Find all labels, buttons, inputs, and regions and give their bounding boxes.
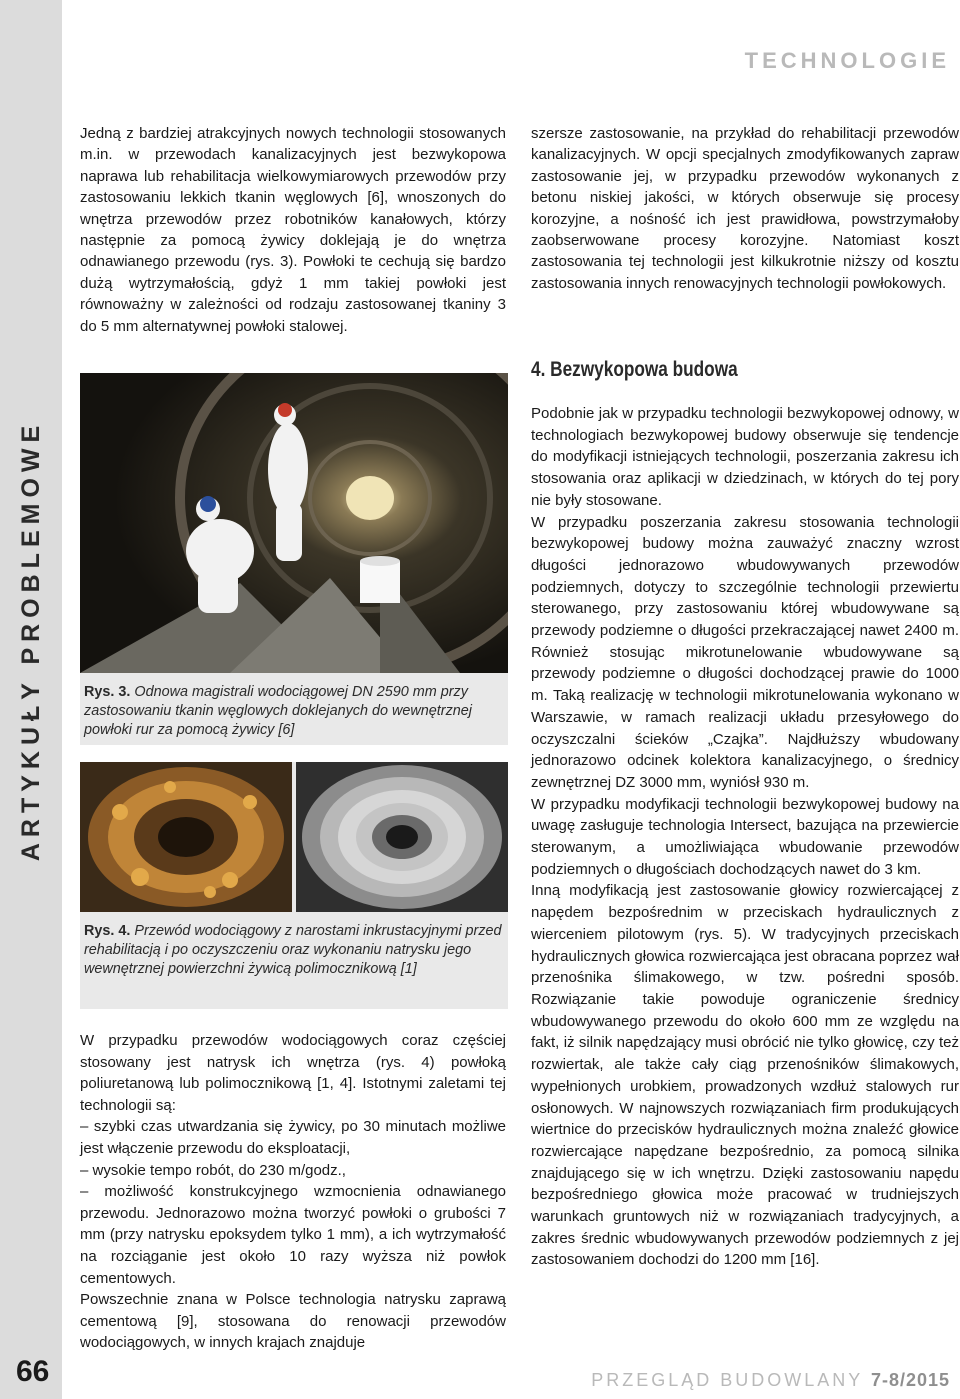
figure-4-label: Rys. 4. — [84, 923, 131, 939]
paragraph: Powszechnie znana w Polsce technologia natrysku zaprawą cementową [9], stosowana do renowacji przewodów wodociągowych, w innych krajach znajduje — [80, 1291, 506, 1352]
coated-pipe-illustration — [296, 762, 508, 912]
journal-footer — [591, 1370, 950, 1391]
figure-4-photo-before — [80, 762, 292, 912]
paragraph: W przypadku poszerzania zakresu stosowania technologii bezwykopowej budowy można zauważyć znaczny wzrost długości jednorazowo wbudowywanych przewodów podziemnych, dotyczy to szczególnie technologii przewiertu sterowanego, przy zastosowaniu której wbudowywane są przewody podziemne o długości przekraczającej nawet 2400 m. Również stosując mikrotunelowanie wbudowywane są przewody podziemne o długości dochodzącej prawie do 1000 m. Taką realizację w technologii mikrotunelowania wykonano w Warszawie, w ramach realizacji układu przesyłowego do oczyszczalni ścieków „Czajka”. Najdłuższy wbudowany jednorazowo odcinek kolektora kanalizacyjnego, o średnicy zewnętrznej DZ 3000 mm, wyniósł 930 m. — [531, 513, 959, 791]
figure-3-caption — [84, 683, 504, 740]
paragraph: Jedną z bardziej atrakcyjnych nowych technologii stosowanych m.in. w przewodach kanalizacyjnych jest bezwykopowa naprawa lub rehabilitacja wielkowymiarowych przewodów przy zastosowaniu lekkich tkanin węglowych [6], wnoszonych do wnętrza przewodów przez robotników kanałowych, którzy następnie za pomocą żywicy doklejają je do wnętrza odnawianego przewodu (rys. 3). Powłoki te cechują się bardzo dużą wytrzymałością, gdyż 1 mm takiej powłoki jest równoważny w zależności od rodzaju zastosowanej tkaniny 3 do 5 mm alternatywnej powłoki stalowej. — [80, 125, 506, 335]
figure-4-caption — [84, 922, 504, 979]
figure-3-caption-text: Odnowa magistrali wodociągowej DN 2590 mm przy zastosowaniu tkanin węglowych doklejanych do wewnętrznej powłoki rur za pomocą żywicy [6] — [84, 684, 472, 738]
section-4-body — [531, 403, 959, 1271]
list-item: – wysokie tempo robót, do 230 m/godz., — [80, 1161, 346, 1179]
figure-3-photo — [80, 373, 508, 673]
left-column-intro — [80, 123, 506, 337]
category-label: ARTYKUŁY PROBLEMOWE — [17, 419, 46, 861]
right-column-intro — [531, 123, 959, 294]
paragraph: Podobnie jak w przypadku technologii bezwykopowej odnowy, w technologiach bezwykopowej budowy obserwuje się tendencje do modyfikacji istniejących technologii, poszerzania zakresu ich stosowania oraz aplikacji w dziedzinach, w których do tej pory nie były stosowane. — [531, 405, 959, 509]
page-number: 66 — [16, 1355, 50, 1388]
journal-issue: 7-8/2015 — [870, 1370, 950, 1390]
paragraph: W przypadku modyfikacji technologii bezwykopowej budowy na uwagę zasługuje technologia Intersect, bazująca na przewiercie sterowanym, a umożliwiająca wbudowanie przewodów podziemnych o długościach dochodzących nawet do 3 km. — [531, 795, 959, 878]
left-column-coatings — [80, 1030, 506, 1354]
figure-3-label: Rys. 3. — [84, 684, 131, 700]
paragraph: Inną modyfikacją jest zastosowanie głowicy rozwiercającej z napędem bezpośrednim w przeciskach hydraulicznych z wierceniem pilotowym (rys. 5). W tradycyjnych przeciskach hydraulicznych głowica rozwiercająca jest obracana poprzez wał przenośnika ślimakowego, w tzw. pośredni sposób. Rozwiązanie takie powoduje ograniczenie średnicy wbudowywanego przewodu do około 600 mm ze względu na fakt, iż silnik napędzający musi obrócić nie tylko głowicę, czy też rozwiertak, ale także cały ciąg przenośników ślimakowych, wypełnionych urobkiem, prowadzonych wzdłuż stalowych rur osłonowych. W najnowszych rozwiązaniach firm produkujących wiertnice do przecisków hydraulicznych można znaleźć głowice rozwiercające napędzane bezpośrednio, za pomocą silnika znajdującego się w ich wnętrzu. Dzięki zastosowaniu napędu bezpośredniego głowica może pracować w trudniejszych warunkach gruntowych niż w rozwiązaniach tradycyjnych, a zakres średnic wbudowywanych przewodów podziemnych z jej zastosowaniem dochodzi do 1200 mm [16]. — [531, 882, 959, 1269]
running-header: TECHNOLOGIE — [744, 48, 950, 73]
list-item: – możliwość konstrukcyjnego wzmocnienia odnawianego przewodu. Jednorazowo można tworzyć powłoki o grubości 7 mm (przy natrysku epoksydem tylko 1 mm), a ich wytrzymałość na rozciąganie jest około 10 razy wyższa niż powłok cementowych. — [80, 1183, 506, 1287]
section-category — [6, 400, 58, 880]
figure-4-caption-text: Przewód wodociągowy z narostami inkrustacyjnymi przed rehabilitacją i po oczyszczeniu oraz wykonaniu natrysku jego wewnętrznej powierzchni żywicą polimocznikową [1] — [84, 923, 502, 977]
list-item: – szybki czas utwardzania się żywicy, po 30 minutach możliwe jest włączenie przewodu do eksploatacji, — [80, 1118, 506, 1157]
journal-title: PRZEGLĄD BUDOWLANY — [591, 1370, 863, 1390]
figure-4-photo-after — [296, 762, 508, 912]
section-heading: 4. Bezwykopowa budowa — [531, 358, 738, 381]
paragraph: W przypadku przewodów wodociągowych coraz częściej stosowany jest natrysk ich wnętrza (rys. 4) powłoką poliuretanową lub polimocznikową [1, 4]. Istotnymi zaletami tej technologii są: — [80, 1032, 506, 1114]
paragraph: szersze zastosowanie, na przykład do rehabilitacji przewodów kanalizacyjnych. W opcji specjalnych zmodyfikowanych zapraw zastosowanie jej, w przypadku przewodów wykonanych z betonu niskiej jakości, w których obserwuje się procesy korozyjne, a nośność ich jest prawidłowa, powstrzymałoby zaobserwowane procesy korozyjne. Natomiast koszt zastosowania tej technologii jest kilkukrotnie niższy od kosztu zastosowania innych renowacyjnych technologii powłokowych. — [531, 125, 959, 292]
pipe-workers-illustration — [80, 373, 508, 673]
encrusted-pipe-illustration — [80, 762, 292, 912]
